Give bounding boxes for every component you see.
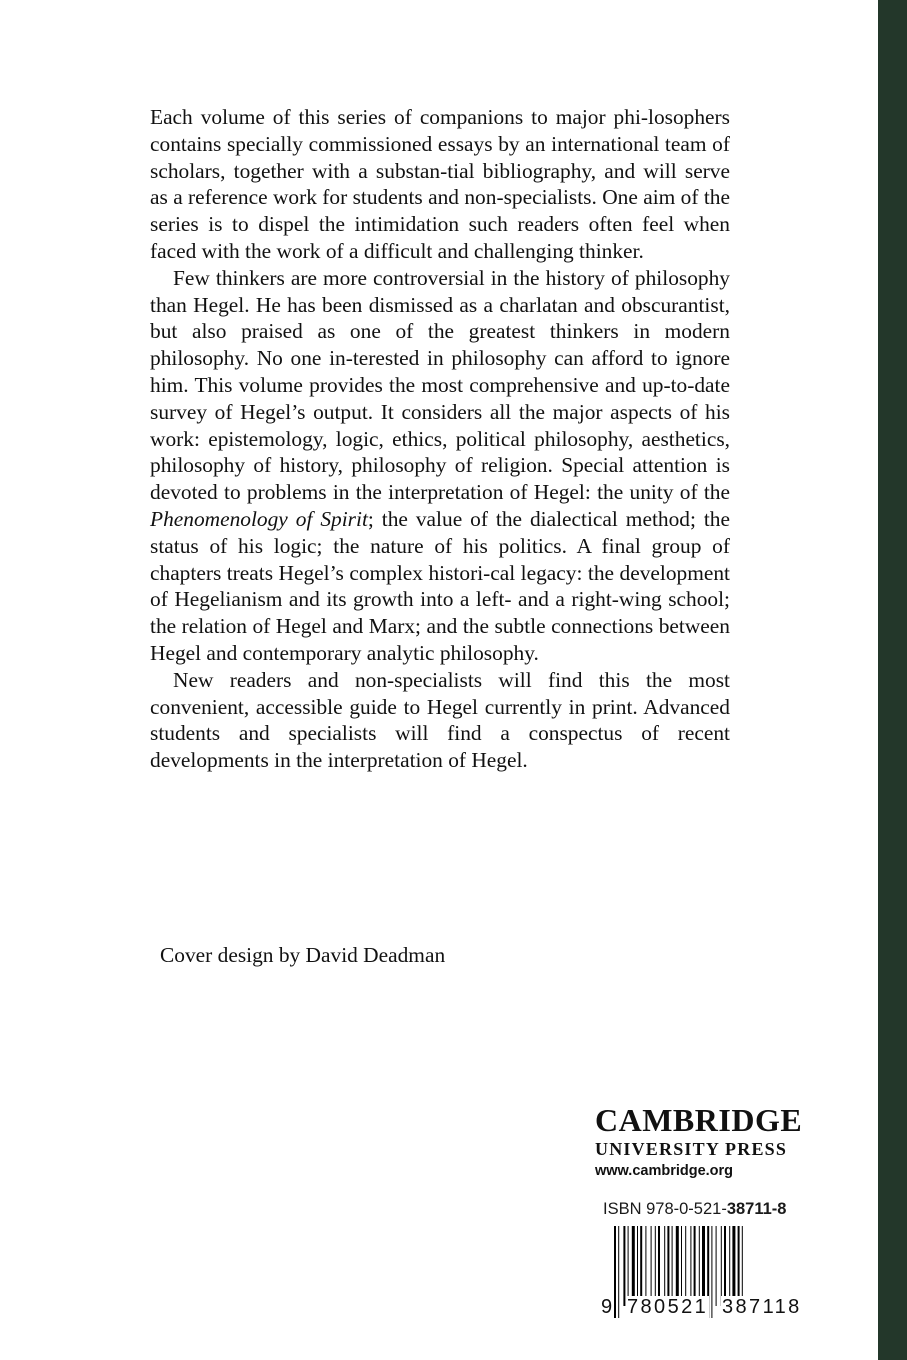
barcode-bar (699, 1226, 700, 1306)
barcode-bar (694, 1226, 696, 1306)
blurb-paragraph-3: New readers and non-specialists will find this the most convenient, accessible guide to Hegel currently in print. Advanced students and specialists will find a conspectus of recent developments in the interpretation of Hegel. (150, 667, 730, 773)
barcode-bar (685, 1226, 686, 1306)
barcode-bar (655, 1226, 656, 1306)
barcode-bar (681, 1226, 682, 1306)
barcode-bar (614, 1226, 616, 1318)
blurb-paragraph-1: Each volume of this series of companions to major phi-losophers contains specially commissioned essays by an international team of scholars, together with a substan-tial bibliography, and will serve as a reference work for students and non-specialists. One aim of the series is to dispel the intimidation such readers often feel when faced with the work of a difficult and challenging thinker. (150, 105, 730, 263)
cover-design-credit: Cover design by David Deadman (160, 943, 446, 967)
blurb-paragraph-2 (150, 265, 730, 667)
barcode-digits-right: 387118 (722, 1296, 802, 1318)
barcode-bar (645, 1226, 646, 1306)
blurb-paragraph-2-end: ; the value of the dialectical method; the status of his logic; the nature of his politics. A final group of chapters treats Hegel’s complex histori-cal legacy: the development of Hegelianism and its growth into a left- and a right-wing school; the relation of Hegel and Marx; and the subtle connections between Hegel and contemporary analytic philosophy. (150, 506, 730, 665)
barcode-bar (732, 1226, 735, 1306)
isbn-number (603, 1199, 833, 1219)
isbn-suffix: 38711-8 (726, 1200, 787, 1218)
barcode-digit-first: 9 (601, 1296, 613, 1318)
barcode-digits-left: 780521 (627, 1296, 709, 1318)
barcode-bar (658, 1226, 660, 1306)
barcode-bar (690, 1226, 691, 1306)
book-title-phenomenology: Phenomenology of Spirit (150, 506, 368, 531)
blurb-text (150, 104, 730, 774)
publisher-logo (595, 1103, 825, 1181)
barcode-bar (738, 1226, 740, 1306)
barcode-bar (637, 1226, 638, 1306)
barcode-bar (729, 1226, 730, 1306)
barcode-bar (742, 1226, 743, 1306)
blurb-paragraph-2-start: Few thinkers are more controversial in the history of philosophy than Hegel. He has been dismissed as a charlatan and obscurantist, but also praised as one of the greatest thinkers in modern philosophy. No one in-terested in philosophy can afford to ignore him. This volume provides the most comprehensive and up-to-date survey of Hegel’s output. It considers all the major aspects of his work: epistemology, logic, ethics, political philosophy, aesthetics, philosophy of history, philosophy of religion. Special attention is devoted to problems in the interpretation of Hegel: the unity of the (150, 265, 730, 505)
barcode-bar (721, 1226, 722, 1306)
barcode-bar (664, 1226, 665, 1306)
barcode-bar (672, 1226, 673, 1306)
barcode-bar (711, 1226, 712, 1318)
barcode-bar (623, 1226, 625, 1306)
publisher-name: CAMBRIDGE (595, 1102, 803, 1138)
isbn-prefix: ISBN 978-0-521- (603, 1200, 727, 1218)
barcode-bar (667, 1226, 669, 1306)
spine-edge (878, 0, 907, 1360)
publisher-subname: UNIVERSITY PRESS (595, 1139, 788, 1159)
barcode-bar (724, 1226, 726, 1306)
barcode-bar (618, 1226, 619, 1318)
barcode-bar (716, 1226, 717, 1306)
barcode-bar (628, 1226, 629, 1306)
barcode-bar (632, 1226, 635, 1306)
barcode-bar (640, 1226, 642, 1306)
barcode-bar (651, 1226, 652, 1306)
barcode-bar (676, 1226, 679, 1306)
publisher-url[interactable]: www.cambridge.org (595, 1163, 734, 1179)
barcode-bar (702, 1226, 705, 1306)
